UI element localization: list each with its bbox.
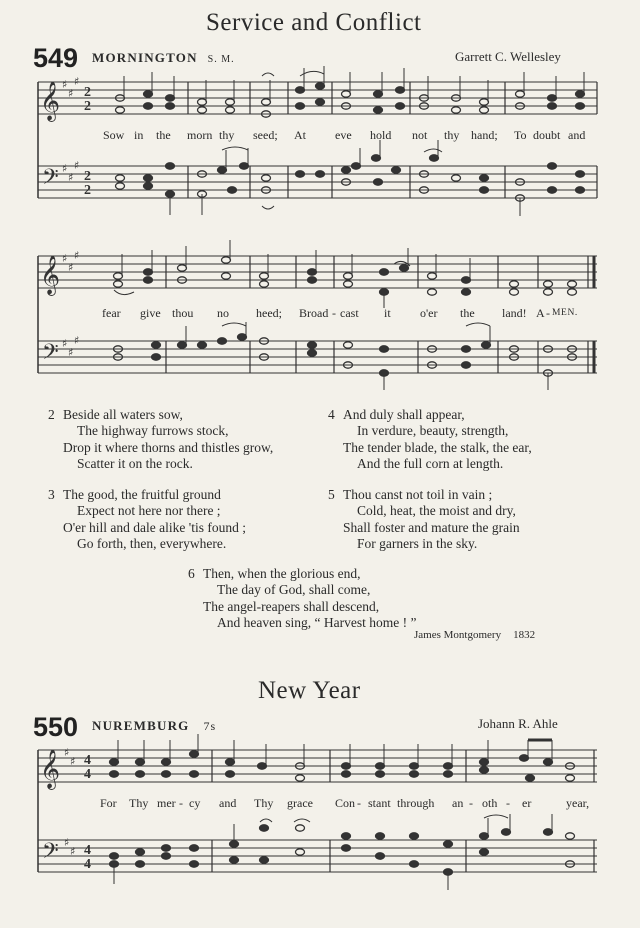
lyric-word: Sow: [103, 128, 125, 142]
lyric-word: the: [460, 306, 475, 320]
lyric-word: thy: [444, 128, 460, 142]
svg-text:4: 4: [84, 843, 91, 858]
lyric-word: the: [156, 128, 171, 142]
verse-line: And duly shall appear,: [343, 407, 465, 422]
author-name: James Montgomery: [414, 629, 502, 641]
svg-text:♯: ♯: [62, 252, 68, 265]
svg-text:♯: ♯: [68, 87, 74, 100]
lyric-word: give: [140, 306, 161, 320]
tune-name: NUREMBURG: [92, 718, 190, 733]
lyric-word: not: [412, 128, 428, 142]
verse-line: The day of God, shall come,: [217, 582, 371, 598]
svg-text:♯: ♯: [64, 746, 70, 759]
svg-text:♯: ♯: [74, 249, 80, 262]
svg-text:2: 2: [84, 99, 91, 114]
lyric-word: At: [294, 128, 306, 142]
tune-name: MORNINGTON: [92, 50, 198, 65]
composer-550: Johann R. Ahle: [478, 716, 558, 731]
lyric-word: -: [332, 306, 336, 320]
lyric-word: MEN.: [552, 308, 578, 318]
verse-number: 6: [188, 566, 195, 581]
lyric-word: heed;: [256, 306, 282, 320]
lyric-word: o'er: [420, 306, 438, 320]
svg-text:♯: ♯: [68, 261, 74, 274]
verse-line: The tender blade, the stalk, the ear,: [343, 439, 532, 455]
verse-line: Thou canst not toil in vain ;: [343, 487, 493, 502]
svg-text:𝄞: 𝄞: [40, 749, 61, 789]
lyric-word: oth: [482, 796, 498, 810]
lyric-word: A: [536, 306, 545, 320]
lyric-word: it: [384, 306, 391, 320]
lyric-word: doubt: [533, 128, 561, 142]
svg-text:♯: ♯: [70, 755, 76, 768]
verse-line: Drop it where thorns and thistles grow,: [63, 439, 274, 455]
verse-line: And the full corn at length.: [357, 456, 504, 472]
svg-text:4: 4: [84, 767, 91, 782]
svg-text:4: 4: [84, 753, 91, 768]
lyric-word: Broad: [299, 306, 329, 320]
svg-text:♯: ♯: [70, 845, 76, 858]
lyric-word: grace: [287, 796, 313, 810]
svg-text:♯: ♯: [74, 75, 80, 88]
lyric-word: cy: [189, 796, 201, 810]
verse-line: The highway furrows stock,: [77, 423, 229, 439]
composer-549: Garrett C. Wellesley: [455, 49, 561, 64]
lyric-word: and: [568, 128, 586, 142]
meter: S. M.: [207, 54, 235, 65]
svg-text:♯: ♯: [74, 159, 80, 172]
lyric-word: thou: [172, 306, 194, 320]
lyric-word: morn: [187, 128, 213, 142]
verse-line: The good, the fruitful ground: [63, 487, 221, 502]
svg-text:♯: ♯: [62, 337, 68, 350]
svg-text:4: 4: [84, 857, 91, 872]
lyric-word: fear: [102, 306, 121, 320]
verse-line: Go forth, then, everywhere.: [77, 536, 227, 552]
verse-number: 5: [328, 487, 335, 502]
lyric-word: an: [452, 796, 464, 810]
lyric-word: and: [219, 796, 237, 810]
svg-text:2: 2: [84, 85, 91, 100]
lyric-word: er: [522, 796, 532, 810]
svg-text:♯: ♯: [62, 162, 68, 175]
lyric-word: eve: [335, 128, 352, 142]
lyric-word: thy: [219, 128, 235, 142]
verse-number: 4: [328, 407, 335, 422]
lyric-word: hold: [370, 128, 392, 142]
lyric-word: For: [100, 796, 117, 810]
hymn-number-550: 550: [33, 712, 79, 742]
verse-line: In verdure, beauty, strength,: [357, 423, 509, 439]
lyric-word: To: [514, 128, 527, 142]
svg-text:𝄢: 𝄢: [42, 839, 59, 869]
verse-line: Cold, heat, the moist and dry,: [357, 503, 516, 519]
lyric-word: Con: [335, 796, 356, 810]
lyrics-550-line1: [0, 796, 640, 812]
verse-line: Beside all waters sow,: [63, 407, 183, 422]
verse-line: The angel-reapers shall descend,: [203, 598, 380, 614]
lyric-word: -: [546, 306, 550, 320]
lyric-word: -: [506, 796, 510, 810]
svg-text:2: 2: [84, 183, 91, 198]
lyric-word: seed;: [253, 128, 278, 142]
verse-line: Then, when the glorious end,: [203, 566, 361, 581]
lyric-word: land!: [502, 306, 527, 320]
verse-line: Shall foster and mature the grain: [343, 519, 520, 535]
verse-number: 2: [48, 407, 55, 422]
lyric-word: in: [134, 128, 144, 142]
lyric-word: year,: [566, 796, 590, 810]
verse-number: 3: [48, 487, 55, 502]
svg-text:♯: ♯: [62, 78, 68, 91]
lyric-word: hand;: [471, 128, 498, 142]
meter: 7s: [203, 719, 217, 733]
lyric-word: -: [469, 796, 473, 810]
svg-text:♯: ♯: [68, 346, 74, 359]
svg-text:𝄞: 𝄞: [40, 255, 61, 295]
verse-line: O'er hill and dale alike 'tis found ;: [63, 519, 246, 535]
lyric-word: mer: [157, 796, 176, 810]
verse-line: For garners in the sky.: [357, 536, 478, 552]
svg-text:2: 2: [84, 169, 91, 184]
lyric-word: -: [179, 796, 183, 810]
verse-line: Expect not here nor there ;: [77, 503, 221, 519]
section-title-service-and-conflict: Service and Conflict: [206, 9, 422, 36]
verse-line: And heaven sing, “ Harvest home ! ”: [217, 615, 417, 631]
lyric-word: -: [357, 796, 361, 810]
author-year: 1832: [513, 629, 536, 641]
verse-line: Scatter it on the rock.: [77, 456, 193, 472]
svg-text:♯: ♯: [64, 836, 70, 849]
lyric-word: cast: [340, 306, 359, 320]
lyric-word: Thy: [254, 796, 274, 810]
svg-text:𝄞: 𝄞: [40, 81, 61, 121]
svg-text:♯: ♯: [74, 334, 80, 347]
hymn-number-549: 549: [33, 43, 79, 73]
svg-text:𝄢: 𝄢: [42, 165, 59, 195]
svg-text:♯: ♯: [68, 171, 74, 184]
svg-text:𝄢: 𝄢: [42, 340, 59, 370]
lyric-word: stant: [368, 796, 391, 810]
lyric-word: through: [397, 796, 435, 810]
lyric-word: no: [217, 306, 229, 320]
section-title-new-year: New Year: [258, 677, 361, 704]
lyric-word: Thy: [129, 796, 149, 810]
